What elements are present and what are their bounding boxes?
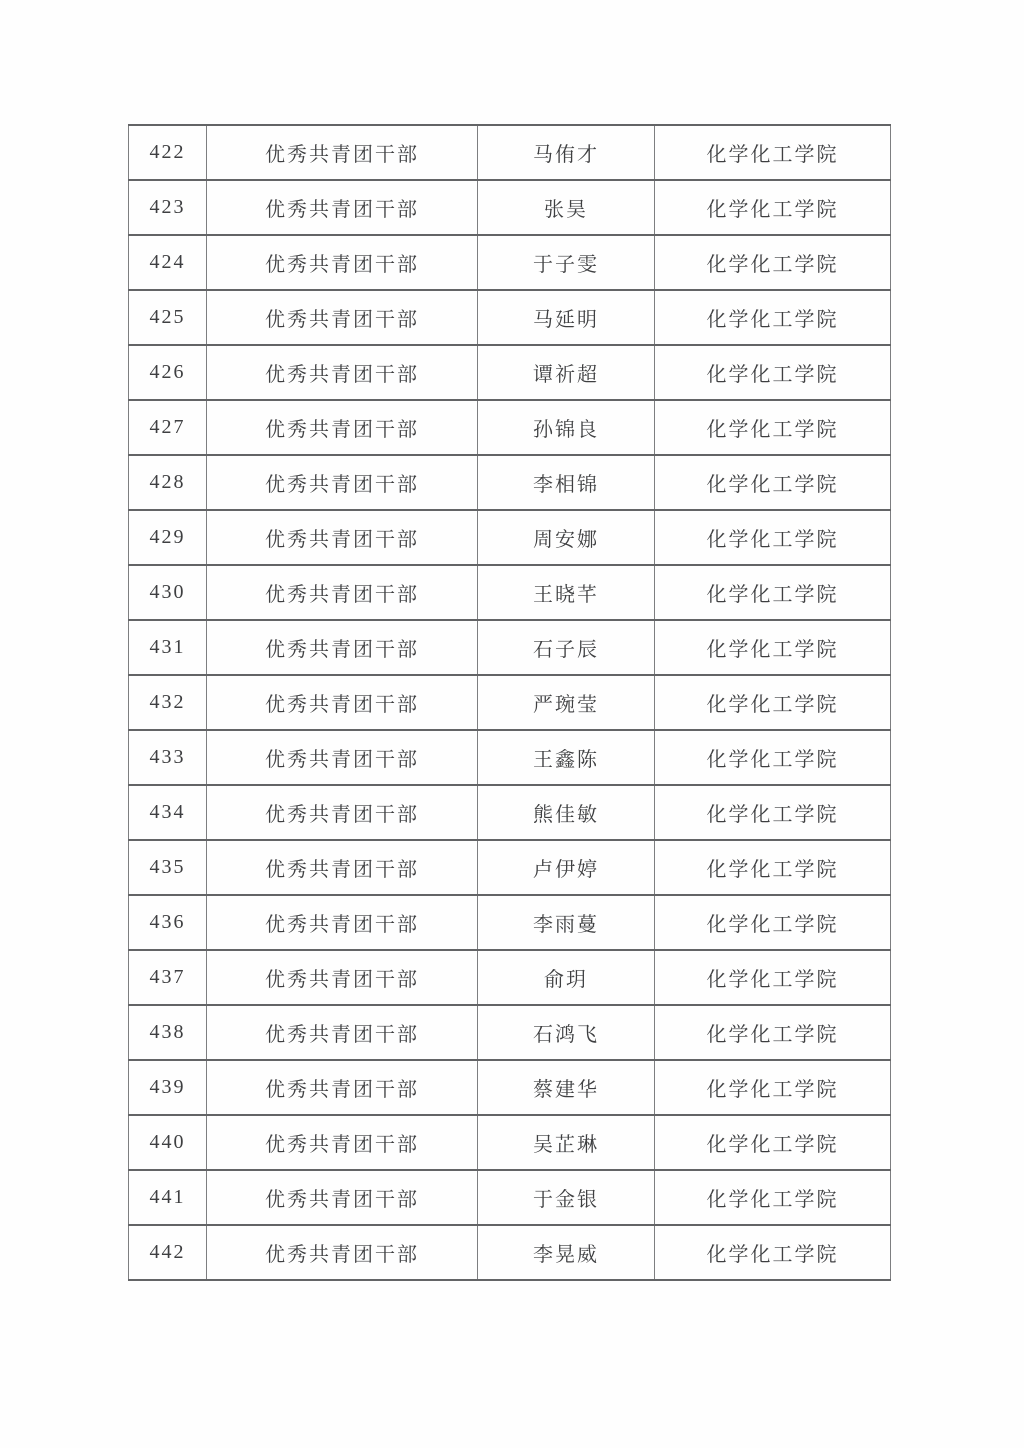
cell-award: 优秀共青团干部 [207,235,478,290]
cell-name: 石鸿飞 [478,1005,655,1060]
cell-award: 优秀共青团干部 [207,455,478,510]
cell-award: 优秀共青团干部 [207,620,478,675]
cell-name: 石子辰 [478,620,655,675]
table-row [129,125,891,180]
table-row [129,510,891,565]
cell-college: 化学化工学院 [655,620,891,675]
award-table [128,124,891,1281]
cell-college: 化学化工学院 [655,1005,891,1060]
cell-name: 于子雯 [478,235,655,290]
cell-index: 428 [129,455,207,510]
cell-award: 优秀共青团干部 [207,1225,478,1280]
cell-index: 439 [129,1060,207,1115]
cell-award: 优秀共青团干部 [207,730,478,785]
cell-award: 优秀共青团干部 [207,180,478,235]
table-row [129,840,891,895]
cell-index: 435 [129,840,207,895]
cell-award: 优秀共青团干部 [207,565,478,620]
cell-index: 424 [129,235,207,290]
cell-award: 优秀共青团干部 [207,1060,478,1115]
cell-index: 427 [129,400,207,455]
cell-award: 优秀共青团干部 [207,510,478,565]
table-row [129,290,891,345]
cell-index: 423 [129,180,207,235]
cell-index: 433 [129,730,207,785]
cell-college: 化学化工学院 [655,510,891,565]
cell-college: 化学化工学院 [655,565,891,620]
cell-index: 431 [129,620,207,675]
table-row [129,785,891,840]
cell-college: 化学化工学院 [655,1060,891,1115]
cell-name: 严琬莹 [478,675,655,730]
cell-name: 于金银 [478,1170,655,1225]
cell-index: 437 [129,950,207,1005]
table-row [129,1225,891,1280]
cell-name: 熊佳敏 [478,785,655,840]
cell-award: 优秀共青团干部 [207,125,478,180]
table-row [129,180,891,235]
cell-college: 化学化工学院 [655,675,891,730]
cell-index: 422 [129,125,207,180]
cell-name: 周安娜 [478,510,655,565]
table-row [129,730,891,785]
cell-award: 优秀共青团干部 [207,840,478,895]
cell-name: 俞玥 [478,950,655,1005]
table-row [129,675,891,730]
cell-name: 李相锦 [478,455,655,510]
cell-index: 436 [129,895,207,950]
cell-name: 马侑才 [478,125,655,180]
cell-index: 425 [129,290,207,345]
cell-college: 化学化工学院 [655,895,891,950]
cell-college: 化学化工学院 [655,950,891,1005]
table-row [129,620,891,675]
cell-index: 440 [129,1115,207,1170]
table-row [129,455,891,510]
cell-college: 化学化工学院 [655,1225,891,1280]
table-row [129,950,891,1005]
cell-index: 442 [129,1225,207,1280]
table-row [129,895,891,950]
cell-name: 谭祈超 [478,345,655,400]
cell-college: 化学化工学院 [655,345,891,400]
cell-name: 李晃威 [478,1225,655,1280]
cell-name: 吴芷琳 [478,1115,655,1170]
cell-index: 432 [129,675,207,730]
cell-award: 优秀共青团干部 [207,1115,478,1170]
table-row [129,345,891,400]
table-row [129,565,891,620]
cell-award: 优秀共青团干部 [207,400,478,455]
cell-award: 优秀共青团干部 [207,345,478,400]
cell-name: 张昊 [478,180,655,235]
award-table-body [129,125,891,1280]
cell-name: 李雨蔓 [478,895,655,950]
cell-college: 化学化工学院 [655,400,891,455]
table-row [129,235,891,290]
cell-index: 434 [129,785,207,840]
cell-college: 化学化工学院 [655,125,891,180]
cell-name: 王鑫陈 [478,730,655,785]
cell-name: 卢伊婷 [478,840,655,895]
cell-award: 优秀共青团干部 [207,950,478,1005]
cell-index: 438 [129,1005,207,1060]
cell-index: 429 [129,510,207,565]
cell-index: 441 [129,1170,207,1225]
cell-award: 优秀共青团干部 [207,1005,478,1060]
cell-award: 优秀共青团干部 [207,675,478,730]
cell-award: 优秀共青团干部 [207,785,478,840]
cell-college: 化学化工学院 [655,840,891,895]
cell-college: 化学化工学院 [655,235,891,290]
cell-index: 426 [129,345,207,400]
cell-college: 化学化工学院 [655,290,891,345]
table-row [129,1115,891,1170]
cell-college: 化学化工学院 [655,180,891,235]
cell-college: 化学化工学院 [655,1170,891,1225]
cell-college: 化学化工学院 [655,455,891,510]
cell-award: 优秀共青团干部 [207,1170,478,1225]
cell-award: 优秀共青团干部 [207,895,478,950]
table-row [129,1005,891,1060]
table-row [129,1170,891,1225]
cell-name: 王晓芊 [478,565,655,620]
table-row [129,400,891,455]
cell-name: 孙锦良 [478,400,655,455]
cell-award: 优秀共青团干部 [207,290,478,345]
cell-index: 430 [129,565,207,620]
cell-college: 化学化工学院 [655,1115,891,1170]
cell-name: 蔡建华 [478,1060,655,1115]
cell-college: 化学化工学院 [655,730,891,785]
cell-college: 化学化工学院 [655,785,891,840]
cell-name: 马延明 [478,290,655,345]
table-row [129,1060,891,1115]
